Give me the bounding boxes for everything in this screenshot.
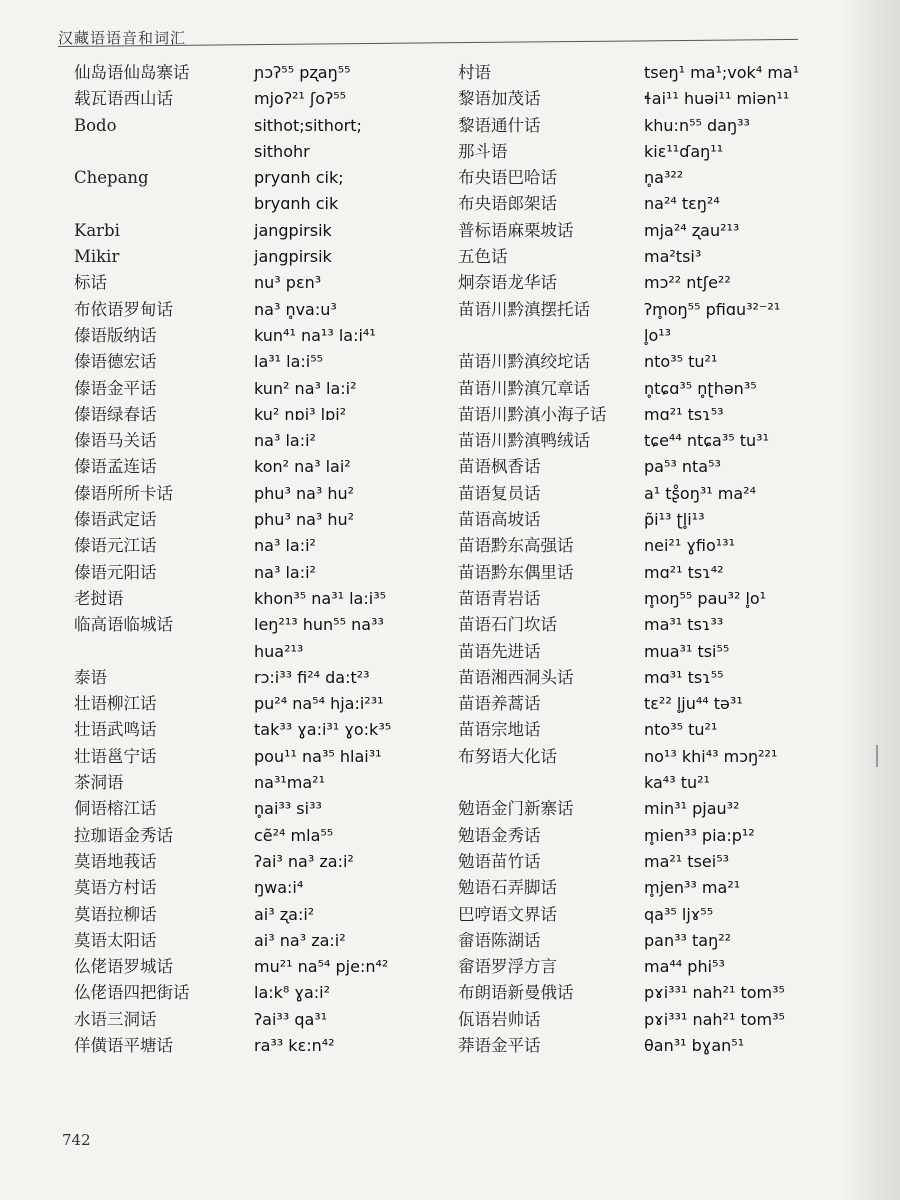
language-name: 布央语巴哈话 — [458, 168, 557, 188]
language-name: 侗语榕江话 — [74, 799, 157, 819]
phonetic-form: sithot;sithort; — [254, 115, 362, 135]
entry-row — [74, 902, 434, 928]
entry-row — [458, 244, 838, 270]
entry-row — [74, 665, 434, 691]
language-name: Chepang — [74, 168, 149, 188]
language-name: 莫语方村话 — [74, 878, 157, 898]
left-column — [74, 60, 434, 1059]
entry-row — [74, 770, 434, 796]
language-name: 苗语川黔滇绞坨话 — [458, 352, 590, 372]
entry-row — [74, 928, 434, 954]
entry-row — [74, 980, 434, 1006]
phonetic-form: ma²tsi³ — [644, 247, 702, 267]
page-edge-shadow — [840, 0, 900, 1200]
language-name: 苗语黔东高强话 — [458, 536, 574, 556]
entry-row — [458, 796, 838, 822]
phonetic-form: ai³ na³ za:i² — [254, 930, 346, 950]
language-name: 泰语 — [74, 667, 107, 687]
language-name: 畲语罗浮方言 — [458, 957, 557, 977]
language-name: 临高语临城话 — [74, 615, 173, 635]
phonetic-form: cẽ²⁴ mla⁵⁵ — [254, 825, 334, 845]
phonetic-form: ʔai³³ qa³¹ — [254, 1009, 328, 1029]
language-name: Mikir — [74, 247, 120, 267]
language-name: Bodo — [74, 115, 117, 135]
phonetic-form: ka⁴³ tu²¹ — [644, 773, 710, 793]
entry-row — [458, 139, 838, 165]
phonetic-form: m̥jen³³ ma²¹ — [644, 878, 741, 898]
language-name: 畲语陈湖话 — [458, 930, 541, 950]
entry-row — [74, 533, 434, 559]
entry-row — [458, 507, 838, 533]
phonetic-form: ʔai³ na³ za:i² — [254, 851, 354, 871]
entry-row — [74, 218, 434, 244]
language-name: 炯奈语龙华话 — [458, 273, 557, 293]
language-name: 黎语通什话 — [458, 115, 541, 135]
entry-row — [74, 270, 434, 296]
language-name: 佯僙语平塘话 — [74, 1035, 173, 1055]
phonetic-form: na³¹ma²¹ — [254, 773, 325, 793]
phonetic-form: na³ la:i² — [254, 536, 316, 556]
phonetic-form: khu:n⁵⁵ daŋ³³ — [644, 115, 750, 135]
phonetic-form: ma⁴⁴ phi⁵³ — [644, 957, 725, 977]
running-head: 汉藏语语音和词汇 — [58, 29, 187, 47]
language-name: 壮语柳江话 — [74, 694, 157, 714]
entry-row — [458, 744, 838, 770]
language-name: 仙岛语仙岛寨话 — [74, 63, 190, 82]
entry-row — [74, 244, 434, 270]
phonetic-form: na²⁴ tɛŋ²⁴ — [644, 194, 720, 214]
phonetic-form: m̥oŋ⁵⁵ pau³² l̥o¹ — [644, 588, 767, 608]
phonetic-form: phu³ na³ hu² — [254, 483, 355, 503]
phonetic-form: jangpirsik — [254, 220, 332, 240]
phonetic-form: nto³⁵ tu²¹ — [644, 352, 718, 372]
language-name: 傣语孟连话 — [74, 457, 157, 477]
entry-row — [458, 639, 838, 665]
language-name: 布努语大化话 — [458, 746, 557, 766]
language-name: 勉语金门新寨话 — [458, 799, 574, 819]
phonetic-form: min³¹ pjau³² — [644, 799, 740, 819]
phonetic-form: pɤi³³¹ nah²¹ tom³⁵ — [644, 983, 785, 1003]
entry-row — [74, 717, 434, 743]
entry-row — [458, 980, 838, 1006]
entry-row — [74, 86, 434, 112]
entry-row — [458, 717, 838, 743]
entry-row — [74, 875, 434, 901]
phonetic-form: a¹ tʂ̊oŋ³¹ ma²⁴ — [644, 483, 756, 503]
phonetic-form: na³ n̥va:u³ — [254, 299, 337, 319]
phonetic-form: n̥ai³³ si³³ — [254, 799, 322, 819]
phonetic-form: ai³ ʐa:i² — [254, 904, 315, 924]
entry-row — [458, 954, 838, 980]
entry-row — [74, 849, 434, 875]
phonetic-form: mɑ³¹ tsɿ⁵⁵ — [644, 667, 724, 687]
entry-row — [458, 823, 838, 849]
phonetic-form: ku² nɒi³ lɒi² — [254, 404, 347, 424]
phonetic-form: nu³ pɛn³ — [254, 273, 322, 293]
language-name: 拉珈语金秀话 — [74, 825, 173, 845]
phonetic-form: mɑ²¹ tsɿ⁵³ — [644, 404, 724, 424]
phonetic-form: kun⁴¹ na¹³ la:i⁴¹ — [254, 325, 376, 345]
entry-row — [458, 586, 838, 612]
language-name: 老挝语 — [74, 588, 124, 608]
language-name: 苗语川黔滇摆托话 — [458, 299, 590, 319]
phonetic-form: θan³¹ bɣan⁵¹ — [644, 1035, 745, 1055]
phonetic-form: ra³³ kɛ:n⁴² — [254, 1035, 335, 1055]
phonetic-form: nto³⁵ tu²¹ — [644, 720, 718, 740]
entry-row — [458, 770, 838, 796]
language-name: 载瓦语西山话 — [74, 89, 173, 109]
entry-row — [458, 928, 838, 954]
language-name: 壮语武鸣话 — [74, 720, 157, 740]
phonetic-form: pa⁵³ nta⁵³ — [644, 457, 721, 477]
entry-row — [74, 428, 434, 454]
phonetic-form: no¹³ khi⁴³ mɔŋ²²¹ — [644, 746, 778, 766]
entry-row — [458, 218, 838, 244]
entry-row — [458, 1007, 838, 1033]
page-number: 742 — [62, 1131, 91, 1149]
entry-row — [74, 376, 434, 402]
phonetic-form: mɔ²² ntʃe²² — [644, 273, 731, 293]
phonetic-form: n̥tɕɑ³⁵ n̥ʈhən³⁵ — [644, 378, 757, 398]
entry-row — [74, 744, 434, 770]
phonetic-form: ɬai¹¹ huəi¹¹ miən¹¹ — [644, 89, 790, 109]
language-name: 苗语先进话 — [458, 641, 541, 661]
language-name: 五色话 — [458, 247, 508, 267]
phonetic-form: na³ la:i² — [254, 562, 316, 582]
phonetic-form: na³ la:i² — [254, 431, 316, 451]
language-name: 苗语枫香话 — [458, 457, 541, 477]
language-name: 莫语太阳话 — [74, 930, 157, 950]
language-name: 苗语湘西洞头话 — [458, 667, 574, 687]
phonetic-form: pɤi³³¹ nah²¹ tom³⁵ — [644, 1009, 785, 1029]
phonetic-form: pan³³ taŋ²² — [644, 930, 732, 950]
language-name: 壮语邕宁话 — [74, 746, 157, 766]
entry-row — [458, 113, 838, 139]
entry-row — [74, 691, 434, 717]
language-name: 苗语养蒿话 — [458, 694, 541, 714]
language-name: 傣语所所卡话 — [74, 483, 173, 503]
phonetic-form: ŋwa:i⁴ — [254, 878, 304, 898]
language-name: 苗语石门坎话 — [458, 615, 557, 635]
entry-row — [458, 454, 838, 480]
entry-row — [458, 612, 838, 638]
phonetic-form: rɔ:i³³ fi²⁴ da:t²³ — [254, 667, 370, 687]
entry-row — [458, 902, 838, 928]
phonetic-form: mu²¹ na⁵⁴ pje:n⁴² — [254, 957, 389, 977]
language-name: 茶洞语 — [74, 773, 124, 793]
phonetic-form: ɲɔʔ⁵⁵ pʐaŋ⁵⁵ — [254, 63, 351, 82]
phonetic-form: tɕe⁴⁴ ntɕa³⁵ tu³¹ — [644, 431, 769, 451]
language-name: 巴哼语文界话 — [458, 904, 557, 924]
right-column — [458, 60, 838, 1059]
entry-row — [74, 612, 434, 638]
phonetic-form: ʔm̥oŋ⁵⁵ pfiɑu³²⁻²¹ — [644, 299, 781, 319]
phonetic-form: kon² na³ lai² — [254, 457, 351, 477]
entry-row — [74, 323, 434, 349]
language-name: 傣语绿春话 — [74, 404, 157, 424]
phonetic-form: mjoʔ²¹ ʃoʔ⁵⁵ — [254, 89, 347, 109]
language-name: 布依语罗甸话 — [74, 299, 173, 319]
phonetic-form: kiɛ¹¹ɗaŋ¹¹ — [644, 141, 724, 161]
language-name: 普标语麻栗坡话 — [458, 220, 574, 240]
entry-row — [458, 533, 838, 559]
entry-row — [458, 191, 838, 217]
language-name: 傣语马关话 — [74, 431, 157, 451]
language-name: 苗语川黔滇冗章话 — [458, 378, 590, 398]
entry-row — [458, 402, 838, 428]
entry-row — [458, 323, 838, 349]
entry-row — [74, 1033, 434, 1059]
language-name: 村语 — [458, 63, 491, 82]
language-name: 苗语黔东偶里话 — [458, 562, 574, 582]
language-name: 苗语复员话 — [458, 483, 541, 503]
language-name: 傣语武定话 — [74, 510, 157, 530]
phonetic-form: tɛ²² l̥ju⁴⁴ tə³¹ — [644, 694, 743, 714]
language-name: 黎语加茂话 — [458, 89, 541, 109]
phonetic-form: bryɑnh cik — [254, 194, 339, 214]
language-name: 苗语高坡话 — [458, 510, 541, 530]
entry-row — [458, 86, 838, 112]
phonetic-form: la³¹ la:i⁵⁵ — [254, 352, 324, 372]
entry-row — [74, 60, 434, 86]
language-name: 标话 — [74, 273, 107, 293]
entry-row — [74, 639, 434, 665]
entry-row — [458, 270, 838, 296]
language-name: 勉语金秀话 — [458, 825, 541, 845]
phonetic-form: mua³¹ tsi⁵⁵ — [644, 641, 730, 661]
entry-row — [458, 376, 838, 402]
language-name: 莫语拉柳话 — [74, 904, 157, 924]
phonetic-form: ma²¹ tsei⁵³ — [644, 851, 730, 871]
entry-row — [74, 402, 434, 428]
phonetic-form: kun² na³ la:i² — [254, 378, 357, 398]
page-edge-mark — [876, 745, 878, 767]
phonetic-form: nei²¹ ɣfio¹³¹ — [644, 536, 735, 556]
entry-row — [74, 454, 434, 480]
entry-row — [458, 560, 838, 586]
language-name: 苗语青岩话 — [458, 588, 541, 608]
language-name: 莽语金平话 — [458, 1035, 541, 1055]
phonetic-form: qa³⁵ ljɤ⁵⁵ — [644, 904, 714, 924]
phonetic-form: phu³ na³ hu² — [254, 510, 355, 530]
entry-row — [74, 954, 434, 980]
language-name: 布朗语新曼俄话 — [458, 983, 574, 1003]
entry-row — [74, 139, 434, 165]
language-name: 勉语石弄脚话 — [458, 878, 557, 898]
entry-row — [74, 507, 434, 533]
phonetic-form: l̥o¹³ — [644, 325, 672, 345]
language-name: Karbi — [74, 220, 120, 240]
language-name: 苗语宗地话 — [458, 720, 541, 740]
phonetic-form: ma³¹ tsɿ³³ — [644, 615, 724, 635]
phonetic-form: p̃i¹³ ʈl̥i¹³ — [644, 510, 705, 530]
entry-row — [74, 165, 434, 191]
entry-row — [458, 428, 838, 454]
phonetic-form: la:k⁸ ɣa:i² — [254, 983, 330, 1003]
entry-row — [458, 875, 838, 901]
entry-row — [458, 849, 838, 875]
entry-row — [458, 691, 838, 717]
language-name: 莫语地莪话 — [74, 851, 157, 871]
phonetic-form: pu²⁴ na⁵⁴ hja:i²³¹ — [254, 694, 384, 714]
entry-row — [458, 665, 838, 691]
language-name: 傣语元江话 — [74, 536, 157, 556]
language-name: 水语三洞话 — [74, 1009, 157, 1029]
entry-row — [458, 165, 838, 191]
entry-row — [458, 60, 838, 86]
language-name: 苗语川黔滇鸭绒话 — [458, 431, 590, 451]
language-name: 傣语金平话 — [74, 378, 157, 398]
language-name: 布央语郎架话 — [458, 194, 557, 214]
entry-row — [74, 481, 434, 507]
phonetic-form: khon³⁵ na³¹ la:i³⁵ — [254, 588, 387, 608]
entry-row — [74, 560, 434, 586]
language-name: 那斗语 — [458, 141, 508, 161]
entry-row — [74, 796, 434, 822]
phonetic-form: n̥a³²² — [644, 168, 684, 188]
language-name: 傣语元阳话 — [74, 562, 157, 582]
entry-row — [458, 481, 838, 507]
entry-row — [74, 113, 434, 139]
phonetic-form: pou¹¹ na³⁵ hlai³¹ — [254, 746, 382, 766]
phonetic-form: m̥ien³³ pia:p¹² — [644, 825, 755, 845]
language-name: 佤语岩帅话 — [458, 1009, 541, 1029]
language-name: 苗语川黔滇小海子话 — [458, 404, 607, 424]
phonetic-form: pryɑnh cik; — [254, 168, 344, 188]
language-name: 勉语苗竹话 — [458, 851, 541, 871]
entry-row — [74, 823, 434, 849]
entry-row — [458, 297, 838, 323]
entry-row — [74, 586, 434, 612]
entry-row — [74, 191, 434, 217]
phonetic-form: mɑ²¹ tsɿ⁴² — [644, 562, 724, 582]
phonetic-form: hua²¹³ — [254, 641, 304, 661]
entry-row — [74, 349, 434, 375]
language-name: 仫佬语罗城话 — [74, 957, 173, 977]
phonetic-form: jangpirsik — [254, 247, 332, 267]
phonetic-form: mja²⁴ ʐau²¹³ — [644, 220, 740, 240]
phonetic-form: leŋ²¹³ hun⁵⁵ na³³ — [254, 615, 384, 635]
entry-row — [74, 297, 434, 323]
phonetic-form: sithohr — [254, 141, 310, 161]
phonetic-form: tak³³ ɣa:i³¹ ɣo:k³⁵ — [254, 720, 392, 740]
phonetic-form: tseŋ¹ ma¹;vok⁴ ma¹ — [644, 63, 800, 82]
language-name: 傣语版纳话 — [74, 325, 157, 345]
entry-row — [458, 1033, 838, 1059]
language-name: 仫佬语四把街话 — [74, 983, 190, 1003]
entry-row — [74, 1007, 434, 1033]
language-name: 傣语德宏话 — [74, 352, 157, 372]
entry-row — [458, 349, 838, 375]
